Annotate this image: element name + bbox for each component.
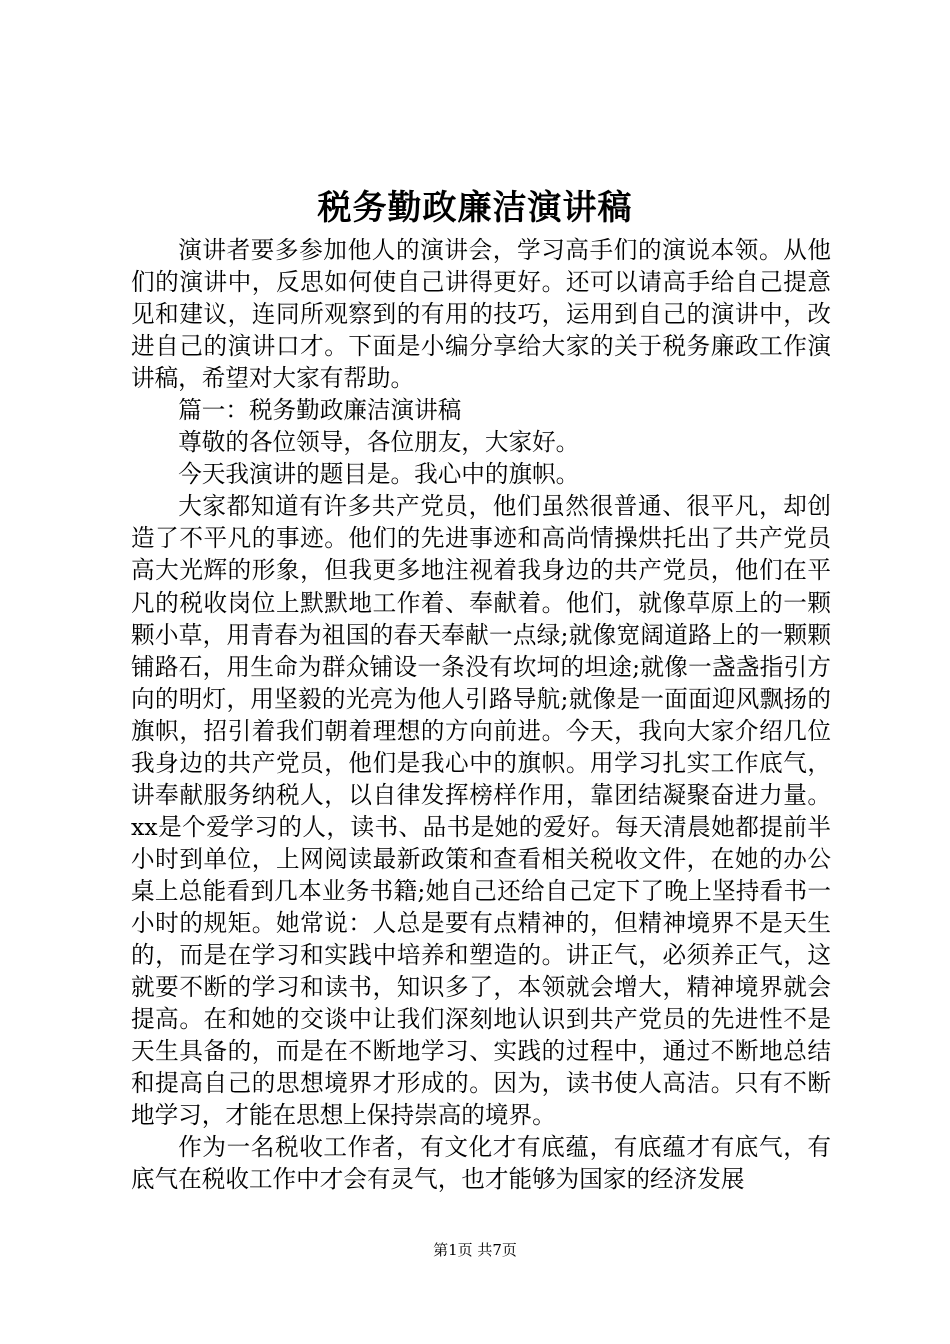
document-body xyxy=(131,234,831,1195)
paragraph-topic: 今天我演讲的题目是。我心中的旗帜。 xyxy=(178,460,580,489)
paragraph-intro: 演讲者要多参加他人的演讲会，学习高手们的演说本领。从他们的演讲中，反思如何使自己讲得更好。还可以请高手给自己提意见和建议，连同所观察到的有用的技巧，运用到自己的演讲中，改进自己的演讲口才。下面是小编分享给大家的关于税务廉政工作演讲稿，希望对大家有帮助。 xyxy=(131,236,831,393)
paragraph-section-heading: 篇一：税务勤政廉洁演讲稿 xyxy=(178,396,462,425)
document-title: 税务勤政廉洁演讲稿 xyxy=(317,188,633,228)
paragraph-continued: 作为一名税收工作者，有文化才有底蕴，有底蕴才有底气，有底气在税收工作中才会有灵气，也才能够为国家的经济发展 xyxy=(131,1133,831,1194)
page-number-footer: 第1页 共7页 xyxy=(433,1241,517,1259)
paragraph-greeting: 尊敬的各位领导，各位朋友，大家好。 xyxy=(178,428,580,457)
paragraph-main: 大家都知道有许多共产党员，他们虽然很普通、很平凡，却创造了不平凡的事迹。他们的先进事迹和高尚情操烘托出了共产党员高大光辉的形象，但我更多地注视着我身边的共产党员，他们在平凡的税收岗位上默默地工作着、奉献着。他们，就像草原上的一颗颗小草，用青春为祖国的春天奉献一点绿;就像宽阔道路上的一颗颗铺路石，用生命为群众铺设一条没有坎坷的坦途;就像一盏盏指引方向的明灯，用坚毅的光亮为他人引路导航;就像是一面面迎风飘扬的旗帜，招引着我们朝着理想的方向前进。今天，我向大家介绍几位我身边的共产党员，他们是我心中的旗帜。用学习扎实工作底气，讲奉献服务纳税人，以自律发挥榜样作用，靠团结凝聚奋进力量。xx是个爱学习的人，读书、品书是她的爱好。每天清晨她都提前半小时到单位，上网阅读最新政策和查看相关税收文件，在她的办公桌上总能看到几本业务书籍;她自己还给自己定下了晚上坚持看书一小时的规矩。她常说：人总是要有点精神的，但精神境界不是天生的，而是在学习和实践中培养和塑造的。讲正气，必须养正气，这就要不断的学习和读书，知识多了，本领就会增大，精神境界就会提高。在和她的交谈中让我们深刻地认识到共产党员的先进性不是天生具备的，而是在不断地学习、实践的过程中，通过不断地总结和提高自己的思想境界才形成的。因为，读书使人高洁。只有不断地学习，才能在思想上保持崇高的境界。 xyxy=(131,492,831,1130)
